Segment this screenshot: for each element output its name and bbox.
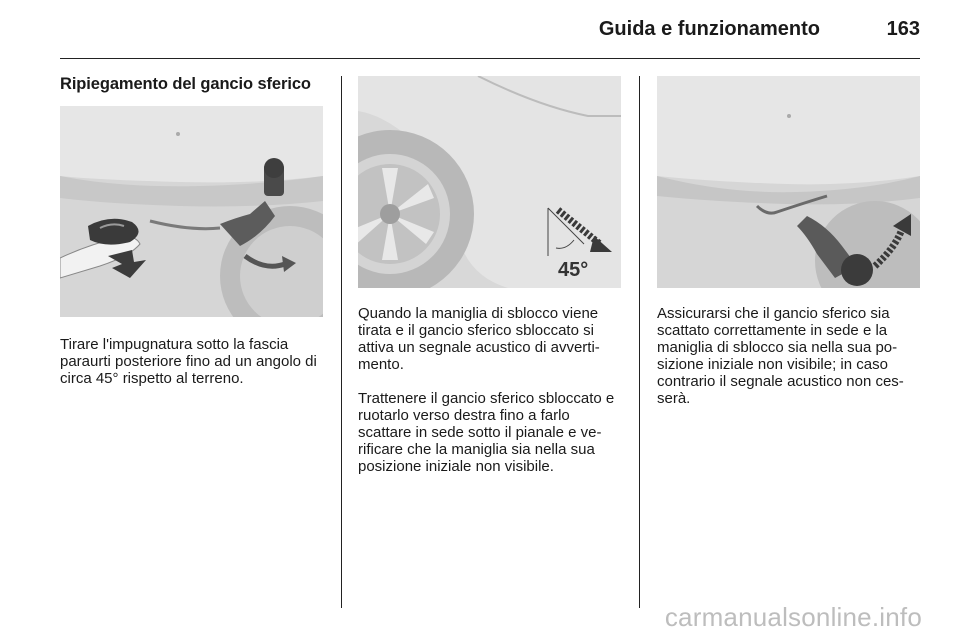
page-header <box>60 0 920 62</box>
instruction-paragraph: Tirare l'impugnatura sotto la fascia paraurti posteriore fino ad un angolo di circa 45° rispetto al terreno. <box>60 336 317 387</box>
figure-pull-handle <box>60 106 323 317</box>
page-title: Guida e funzionamento <box>598 18 820 40</box>
figure-release-angle <box>358 76 621 288</box>
instruction-paragraph: Assicurarsi che il gancio sferico sia scattato correttamente in sede e la maniglia di sblocco sia nella sua po- sizione iniziale non visibile; in caso contrario il segnale acustico non ces- serà. <box>657 305 904 407</box>
figure-rotate-ball <box>657 76 920 288</box>
section-heading: Ripiegamento del gancio sferico <box>60 75 311 93</box>
site-watermark: carmanualsonline.info <box>664 602 922 632</box>
angle-label: 45° <box>558 259 589 281</box>
instruction-paragraph: Trattenere il gancio sferico sbloccato e ruotarlo verso destra fino a farlo scattare in sede sotto il pianale e ve- rificare che la maniglia sia nella sua posizione iniziale non visibile. <box>358 390 615 475</box>
header-rule <box>60 58 920 59</box>
column-divider <box>639 76 640 608</box>
column-divider <box>341 76 342 608</box>
instruction-paragraph: Quando la maniglia di sblocco viene tirata e il gancio sferico sbloccato si attiva un segnale acustico di avverti- mento. <box>358 305 600 373</box>
page-number: 163 <box>886 18 920 40</box>
